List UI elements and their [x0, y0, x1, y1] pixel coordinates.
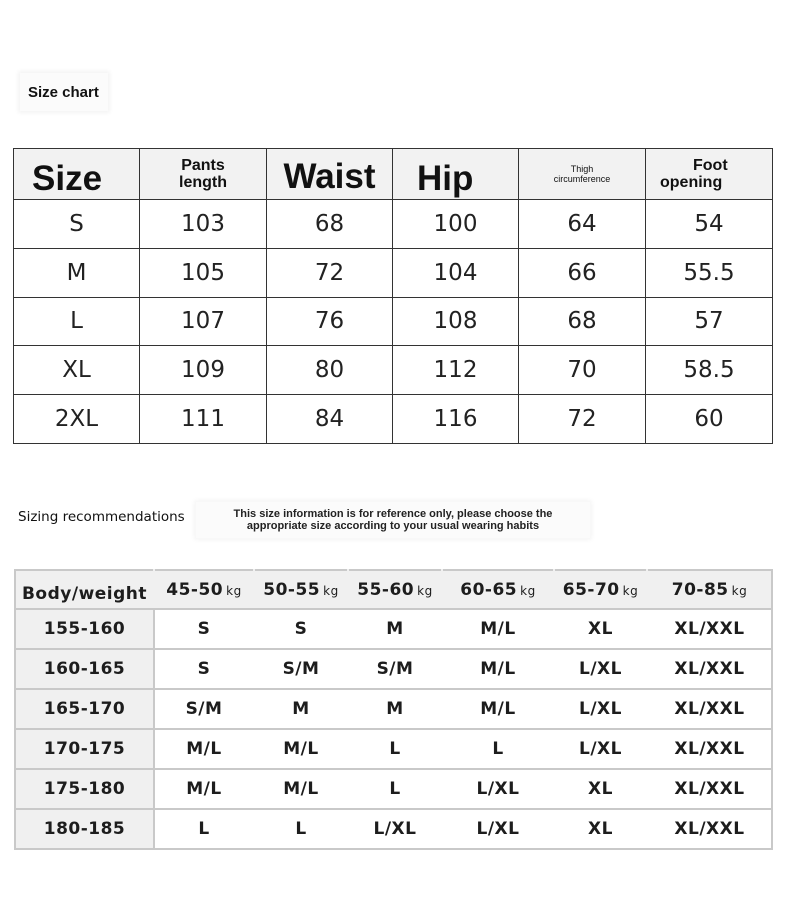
weight-range-value: 55-60	[357, 579, 415, 600]
waist-cell: 72	[267, 248, 393, 297]
reference-note-line1: This size information is for reference only, please choose the	[233, 508, 553, 520]
size-cell: 2XL	[14, 395, 140, 444]
size-row	[14, 200, 773, 249]
weight-range-header	[154, 570, 254, 609]
kg-unit: kg	[323, 583, 339, 598]
recommended-size-cell: S/M	[348, 649, 442, 689]
waist-cell: 68	[267, 200, 393, 249]
foot-opening-cell: 60	[646, 395, 773, 444]
foot-opening-cell: 54	[646, 200, 773, 249]
size-row	[14, 297, 773, 346]
weight-range-value: 70-85	[671, 579, 729, 600]
recommended-size-cell: XL	[554, 609, 647, 649]
kg-unit: kg	[520, 583, 536, 598]
reference-note-line2: appropriate size according to your usual wearing habits	[246, 520, 540, 532]
header-body-weight: Body/weight	[15, 570, 154, 609]
sizing-recommendations-label: Sizing recommendations	[18, 509, 185, 525]
header-pants-length	[140, 149, 267, 200]
recommended-size-cell: M/L	[254, 729, 348, 769]
size-cell: S	[14, 200, 140, 249]
recommended-size-cell: M/L	[442, 689, 554, 729]
recommended-size-cell: M/L	[154, 769, 254, 809]
height-range-cell: 180-185	[15, 809, 154, 849]
height-row	[15, 769, 772, 809]
size-cell: M	[14, 248, 140, 297]
size-row	[14, 346, 773, 395]
recommended-size-cell: S	[254, 609, 348, 649]
weight-range-value: 45-50	[166, 579, 224, 600]
weight-range-header	[442, 570, 554, 609]
waist-cell: 80	[267, 346, 393, 395]
recommended-size-cell: M	[348, 609, 442, 649]
recommended-size-cell: L/XL	[348, 809, 442, 849]
foot-opening-cell: 57	[646, 297, 773, 346]
thigh-cell: 66	[519, 248, 646, 297]
height-row	[15, 809, 772, 849]
recommended-size-cell: XL/XXL	[647, 729, 772, 769]
recommended-size-cell: M/L	[442, 649, 554, 689]
header-thigh-line2: circumference	[553, 174, 611, 184]
hip-cell: 100	[393, 200, 519, 249]
recommended-size-cell: XL/XXL	[647, 609, 772, 649]
header-foot-line1: Foot	[693, 157, 728, 174]
height-row	[15, 649, 772, 689]
hip-cell: 112	[393, 346, 519, 395]
height-range-cell: 155-160	[15, 609, 154, 649]
waist-cell: 84	[267, 395, 393, 444]
header-thigh-circumference	[519, 149, 646, 200]
kg-unit: kg	[731, 583, 748, 598]
size-row	[14, 248, 773, 297]
size-row	[14, 395, 773, 444]
hip-cell: 116	[393, 395, 519, 444]
foot-opening-cell: 58.5	[646, 346, 773, 395]
header-waist: Waist	[267, 149, 393, 200]
weight-header-row	[15, 570, 772, 609]
hip-cell: 104	[393, 248, 519, 297]
waist-cell: 76	[267, 297, 393, 346]
weight-range-header	[254, 570, 348, 609]
thigh-cell: 64	[519, 200, 646, 249]
recommended-size-cell: L/XL	[442, 769, 554, 809]
recommended-size-cell: XL/XXL	[647, 689, 772, 729]
height-range-cell: 175-180	[15, 769, 154, 809]
pants-length-cell: 109	[140, 346, 267, 395]
size-chart-table	[13, 148, 773, 444]
weight-range-header	[348, 570, 442, 609]
size-cell: XL	[14, 346, 140, 395]
height-range-cell: 170-175	[15, 729, 154, 769]
recommended-size-cell: XL	[554, 769, 647, 809]
header-size: Size	[14, 149, 140, 200]
thigh-cell: 72	[519, 395, 646, 444]
header-thigh-line1: Thigh	[570, 164, 594, 174]
weight-range-value: 65-70	[562, 579, 620, 600]
thigh-cell: 70	[519, 346, 646, 395]
header-pants-length-line2: length	[179, 174, 227, 191]
recommended-size-cell: S/M	[154, 689, 254, 729]
recommended-size-cell: M/L	[154, 729, 254, 769]
header-foot-opening	[646, 149, 773, 200]
size-chart-title: Size chart	[28, 84, 99, 101]
recommended-size-cell: L	[442, 729, 554, 769]
recommended-size-cell: XL/XXL	[647, 649, 772, 689]
pants-length-cell: 105	[140, 248, 267, 297]
height-range-cell: 160-165	[15, 649, 154, 689]
thigh-cell: 68	[519, 297, 646, 346]
size-cell: L	[14, 297, 140, 346]
recommended-size-cell: M	[254, 689, 348, 729]
foot-opening-cell: 55.5	[646, 248, 773, 297]
recommended-size-cell: L	[348, 729, 442, 769]
recommended-size-cell: XL/XXL	[647, 809, 772, 849]
recommended-size-cell: XL/XXL	[647, 769, 772, 809]
recommended-size-cell: L/XL	[554, 649, 647, 689]
pants-length-cell: 111	[140, 395, 267, 444]
recommended-size-cell: M/L	[254, 769, 348, 809]
recommended-size-cell: L/XL	[554, 729, 647, 769]
weight-range-header	[554, 570, 647, 609]
recommended-size-cell: S	[154, 609, 254, 649]
header-pants-length-line1: Pants	[181, 157, 225, 174]
height-row	[15, 689, 772, 729]
reference-note	[196, 508, 590, 532]
recommended-size-cell: L	[254, 809, 348, 849]
kg-unit: kg	[226, 583, 242, 598]
recommended-size-cell: L	[348, 769, 442, 809]
weight-range-header	[647, 570, 772, 609]
height-row	[15, 609, 772, 649]
header-hip: Hip	[393, 149, 519, 200]
kg-unit: kg	[417, 583, 433, 598]
recommended-size-cell: M	[348, 689, 442, 729]
recommended-size-cell: L	[154, 809, 254, 849]
sizing-recommendations-table	[14, 569, 773, 850]
recommended-size-cell: XL	[554, 809, 647, 849]
size-chart-header-row	[14, 149, 773, 200]
recommended-size-cell: S	[154, 649, 254, 689]
kg-unit: kg	[622, 583, 639, 598]
weight-range-value: 50-55	[263, 579, 321, 600]
header-foot-line2: opening	[660, 174, 723, 191]
recommended-size-cell: M/L	[442, 609, 554, 649]
weight-range-value: 60-65	[460, 579, 518, 600]
recommended-size-cell: S/M	[254, 649, 348, 689]
pants-length-cell: 103	[140, 200, 267, 249]
height-range-cell: 165-170	[15, 689, 154, 729]
pants-length-cell: 107	[140, 297, 267, 346]
recommended-size-cell: L/XL	[442, 809, 554, 849]
height-row	[15, 729, 772, 769]
hip-cell: 108	[393, 297, 519, 346]
recommended-size-cell: L/XL	[554, 689, 647, 729]
